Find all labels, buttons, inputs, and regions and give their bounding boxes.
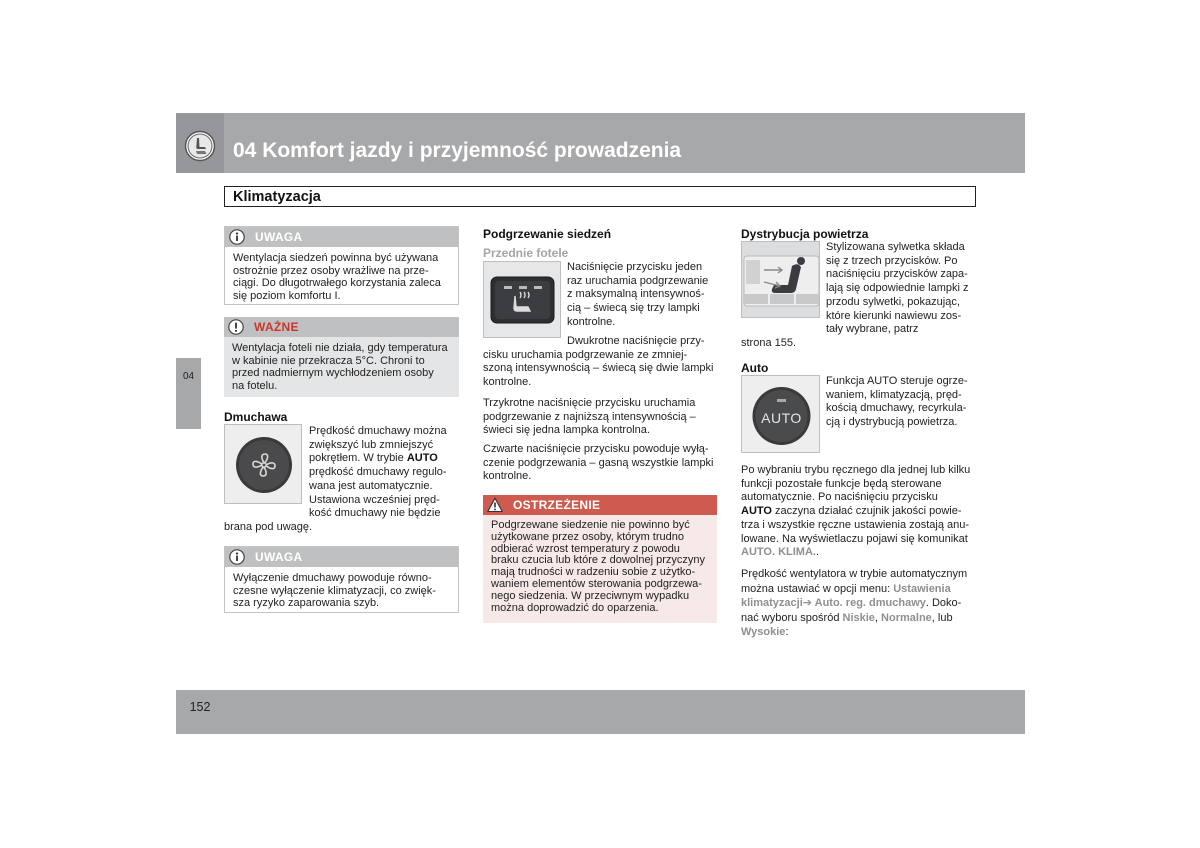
text-line: Wentylacja siedzeń powinna być używana: [233, 252, 439, 264]
text-line: Czwarte naciśnięcie przycisku powoduje wyłą-: [483, 443, 709, 455]
text-line: się poziom komfortu I.: [233, 289, 341, 302]
text-line: raz uruchamia podgrzewanie: [567, 274, 709, 287]
text-line: lowane. Na wyświetlaczu pojawi się komunikat: [741, 532, 968, 545]
warning-box: [483, 495, 717, 623]
fan-knob-image: [224, 424, 302, 504]
text-line: Prędkość wentylatora w trybie automatycznym: [741, 568, 968, 580]
text-line: [741, 546, 977, 560]
text-run: , lub: [931, 611, 953, 624]
note-box-title: UWAGA: [255, 550, 303, 564]
important-box-header: [224, 317, 459, 337]
text-line: kością dmuchawy, recyrkula-: [826, 402, 967, 415]
note-box-body: [225, 567, 458, 617]
text-line: funkcji pozostałe funkcje będą sterowane: [741, 477, 942, 490]
text-line: Stylizowana sylwetka składa: [826, 241, 965, 253]
text-line: w kabinie nie przekracza 5°C. Chroni to: [232, 354, 425, 367]
important-box: [224, 317, 459, 397]
text-line: Wentylacja foteli nie działa, gdy temperatura: [232, 342, 448, 354]
air-distribution-graphic: [742, 242, 820, 318]
text-line: wana jest automatycznie.: [309, 479, 433, 492]
text-line: Dwukrotne naciśnięcie przy-: [567, 335, 705, 347]
footer-bar: [224, 690, 1025, 734]
auto-button-label: AUTO: [761, 410, 802, 426]
text-run: nać wyboru spośród: [741, 611, 843, 624]
side-tab-label: 04: [182, 371, 195, 382]
air-distribution-heading: Dystrybucja powietrza: [741, 227, 869, 241]
text-run: pokrętłem. W trybie: [309, 452, 407, 465]
text-run: . Doko-: [925, 597, 962, 609]
text-line: [309, 452, 459, 466]
text-line: mają trudności w radzeniu sobie z użytko-: [491, 566, 696, 579]
text-line: się z trzech przycisków. Po: [826, 254, 958, 267]
section-title: Klimatyzacja: [233, 189, 321, 205]
auto-p3: [741, 567, 977, 640]
text-line: trza i wszystkie ręczne ustawienia zostają anu-: [741, 518, 970, 531]
air-distribution-image: [741, 241, 820, 318]
menu-path-item: Ustawienia: [893, 582, 951, 595]
text-line: przodu sylwetki, pokazując,: [826, 295, 960, 308]
seat-heating-heading: Podgrzewanie siedzeń: [483, 227, 612, 241]
info-icon: [229, 549, 245, 565]
display-message: AUTO. KLIMA.: [741, 546, 816, 559]
note-box-fan: [224, 546, 459, 613]
auto-button-graphic: [742, 376, 820, 453]
text-line: kość dmuchawy nie będzie: [309, 507, 441, 520]
text-line: sza ryzyko zaparowania szyb.: [233, 597, 380, 609]
text-line: automatycznie. Po naciśnięciu przycisku: [741, 491, 938, 504]
text-line: zwiększyć lub zmniejszyć: [309, 438, 434, 451]
text-run: :: [785, 626, 789, 638]
text-line: szoną intensywnością – świecą się dwie lampki: [483, 362, 714, 375]
indicator-lamp: [519, 286, 527, 289]
text-line: świeci się jedna lampka kontrolna.: [483, 424, 650, 437]
info-icon: [229, 229, 245, 245]
text-run: zaczyna działać czujnik jakości powie-: [771, 505, 962, 518]
air-distribution-p1: [826, 241, 976, 337]
text-line: tały wybrane, patrz: [826, 323, 919, 336]
warning-box-title: OSTRZEŻENIE: [513, 498, 601, 512]
auto-p2: [741, 464, 977, 560]
seat-icon: [184, 130, 216, 162]
auto-keyword: AUTO: [741, 505, 772, 518]
seat-heating-button-image: [483, 261, 561, 338]
menu-path-item: Auto. reg. dmuchawy: [811, 597, 926, 609]
text-line: na fotelu.: [232, 379, 278, 392]
text-line: Podgrzewane siedzenie nie powinno być: [491, 519, 690, 531]
arrow-right-icon: ➔: [802, 597, 812, 609]
warning-box-header: [483, 495, 717, 515]
text-line: czesne wyłączenie klimatyzacji, co zwięk-: [233, 584, 436, 597]
note-box-header: [225, 547, 458, 567]
text-line: cią – świecą się trzy lampki: [567, 302, 700, 315]
chapter-side-tab: [176, 358, 201, 429]
text-line: nego siedzenia. W przeciwnym wypadku: [491, 589, 690, 602]
seat-heating-graphic: [484, 262, 561, 338]
text-line: waniem, klimatyzacją, pręd-: [826, 388, 962, 401]
page-reference-link[interactable]: strona 155.: [741, 337, 797, 349]
text-line: kontrolne.: [483, 470, 532, 483]
text-line: kontrolne.: [483, 376, 532, 389]
text-line: cją i dystrybucją powietrza.: [826, 416, 958, 429]
text-line: ciągi. Do długotrwałego korzystania zaleca: [233, 277, 441, 289]
text-line: które kierunki nawiewu zos-: [826, 309, 962, 322]
fan-paragraph: [309, 425, 459, 521]
warning-triangle-icon: [487, 497, 503, 513]
exclamation-icon: [228, 319, 244, 335]
note-box-title: UWAGA: [255, 230, 303, 244]
text-line: Ustawiona wcześniej pręd-: [309, 493, 440, 506]
front-seats-subheading: Przednie fotele: [483, 246, 569, 260]
text-line: cisku uruchamia podgrzewanie ze zmniej-: [483, 348, 688, 361]
text-run: .: [815, 546, 820, 559]
auto-p1: [826, 375, 976, 430]
indicator-lamp: [777, 399, 786, 402]
auto-heading: Auto: [741, 361, 769, 375]
important-box-body: [224, 337, 459, 399]
text-line: Po wybraniu trybu ręcznego dla jednej lub kilku: [741, 464, 971, 476]
text-line: Prędkość dmuchawy można: [309, 425, 447, 437]
text-run: można ustawiać w opcji menu:: [741, 582, 894, 595]
text-line: braku czucia lub które z dowolnej przyczyny: [491, 554, 705, 567]
text-line: Trzykrotne naciśnięcie przycisku uruchamia: [483, 397, 696, 409]
menu-option: Normalne: [881, 611, 932, 624]
note-box-header: [225, 227, 458, 247]
text-line: [741, 596, 977, 611]
note-box-ventilation: [224, 226, 459, 305]
text-run: ,: [874, 611, 882, 624]
fan-knob-graphic: [225, 425, 302, 504]
text-line: czenie podgrzewania – gasną wszystkie lampki: [483, 456, 714, 469]
seat-heating-p4: [483, 443, 718, 484]
seat-heating-p3: [483, 397, 718, 438]
text-line: lają się odpowiednie lampki z: [826, 282, 969, 295]
text-line: Wyłączenie dmuchawy powoduje równo-: [233, 572, 432, 584]
indicator-lamp: [504, 286, 512, 289]
text-line: [741, 611, 977, 626]
text-line: Naciśnięcie przycisku jeden: [567, 261, 703, 273]
text-line: [741, 505, 977, 519]
note-box-body: [225, 247, 458, 309]
text-line: [741, 625, 977, 640]
warning-box-body: [483, 515, 717, 621]
auto-keyword: AUTO: [406, 452, 438, 465]
menu-option: Niskie: [842, 611, 875, 624]
fan-paragraph-tail: brana pod uwagę.: [224, 521, 313, 533]
text-line: można doprowadzić do oparzenia.: [491, 601, 659, 614]
page-number: 152: [189, 700, 211, 714]
chapter-title: 04 Komfort jazdy i przyjemność prowadzenia: [233, 139, 682, 162]
text-line: odbierać wzrost temperatury z powodu: [491, 542, 680, 555]
seat-heating-p2: [483, 335, 718, 390]
important-box-title: WAŻNE: [254, 320, 299, 334]
text-line: [741, 582, 977, 597]
text-line: przed nadmiernym wychłodzeniem osoby: [232, 367, 434, 379]
text-line: Funkcja AUTO steruje ogrze-: [826, 375, 968, 387]
section-header: [224, 186, 976, 207]
text-line: kontrolne.: [567, 315, 616, 328]
auto-button-image: [741, 375, 820, 453]
menu-path-item: klimatyzacji: [741, 597, 803, 609]
text-line: prędkość dmuchawy regulo-: [309, 466, 447, 479]
fan-heading: Dmuchawa: [224, 410, 288, 424]
seat-heating-p1: [567, 261, 717, 330]
indicator-lamp: [534, 286, 542, 289]
page-number-box: [176, 690, 224, 734]
text-line: podgrzewanie z najniższą intensywnością –: [483, 410, 696, 423]
text-line: naciśnięciu przycisków zapa-: [826, 268, 968, 281]
menu-option: Wysokie: [741, 626, 786, 638]
text-line: użytkowane przez osoby, którym trudno: [491, 530, 684, 543]
text-line: z maksymalną intensywnoś-: [567, 288, 705, 301]
text-line: ostrożnie przez osoby wrażliwe na prze-: [233, 264, 429, 277]
text-line: waniem elementów sterowania podgrzewa-: [491, 577, 702, 590]
